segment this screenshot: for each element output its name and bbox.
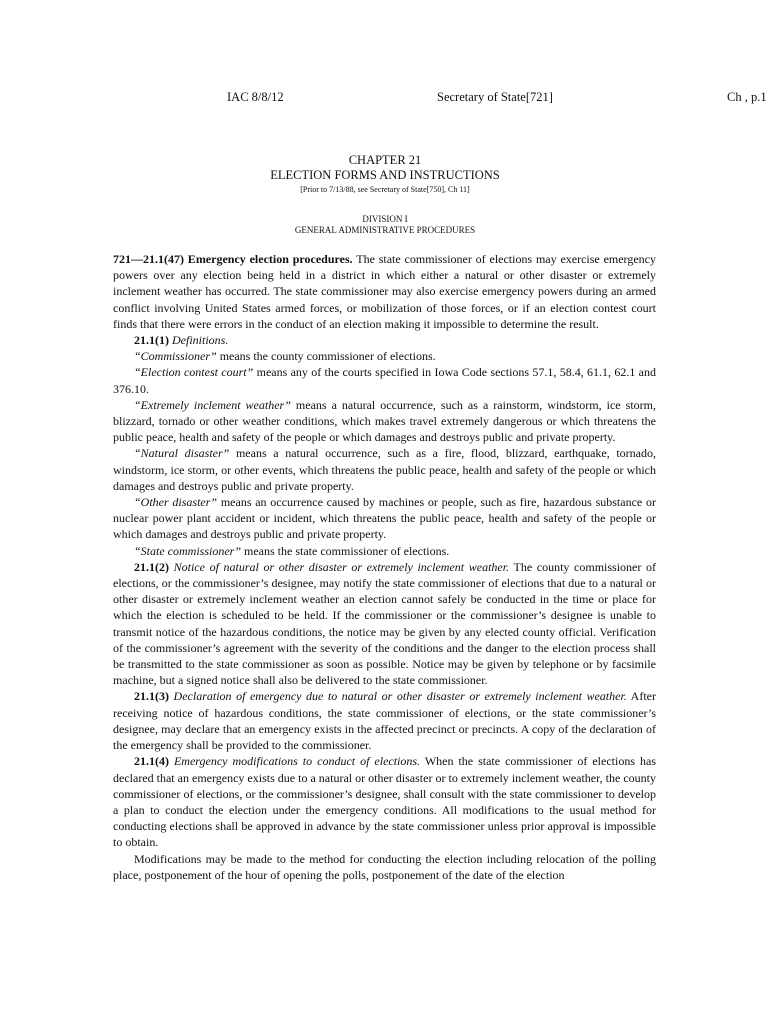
definition-natural-disaster bbox=[113, 445, 656, 494]
subrule-4-number: 21.1(4) bbox=[134, 754, 169, 769]
division-label: DIVISION I bbox=[362, 214, 408, 224]
subrule-2-title: Notice of natural or other disaster or extremely inclement weather. bbox=[169, 559, 510, 574]
subrule-1-number: 21.1(1) bbox=[134, 333, 169, 348]
modifications-paragraph: Modifications may be made to the method for conducting the election including relocation of the polling place, postponement of the hour of opening the polls, postponement of the date of the election bbox=[113, 851, 656, 882]
subrule-3-text: After receiving notice of hazardous conditions, the state commissioner of elections, or the state commissioner’s designee, may declare that an emergency exists in the affected precinct or precincts. A copy of the declaration of the emergency shall be provided to the commissioner. bbox=[113, 689, 656, 753]
prior-note: [Prior to 7/13/88, see Secretary of State[750], Ch 11] bbox=[300, 185, 470, 194]
definition-term: “Commissioner” bbox=[134, 349, 217, 364]
definition-text: means a natural occurrence, such as a fire, flood, blizzard, earthquake, tornado, windstorm, ice storm, or other events, which threatens the public peace, health and safety of the people or which damages and destroys public and private property. bbox=[113, 446, 656, 493]
chapter-title: ELECTION FORMS AND INSTRUCTIONS bbox=[270, 168, 500, 182]
subrule-2 bbox=[113, 559, 656, 689]
definition-text: means any of the courts specified in Iowa Code sections 57.1, 58.4, 61.1, 62.1 and 376.10. bbox=[113, 365, 656, 396]
definition-term: “Natural disaster” bbox=[134, 446, 230, 461]
definition-term: “State commissioner” bbox=[134, 543, 242, 558]
subrule-4-text: When the state commissioner of elections has declared that an emergency exists due to a natural or other disaster or to extremely inclement weather, the county commissioner of elections, or the commissioner’s designee, shall consult with the state commissioner to develop a plan to conduct the election under the emergency conditions. All modifications to the usual method for conducting elections shall be approved in advance by the state commissioner unless prior approval is impossible to obtain. bbox=[113, 754, 656, 850]
definition-commissioner bbox=[113, 348, 656, 364]
definition-text: means an occurrence caused by machines or people, such as fire, hazardous substance or nuclear power plant accident or incident, which threatens the public peace, health and safety of the people or which damages and destroys public and private property. bbox=[113, 495, 656, 542]
subrule-3-title: Declaration of emergency due to natural or other disaster or extremely inclement weather. bbox=[169, 689, 627, 704]
subrule-4-title: Emergency modifications to conduct of elections. bbox=[169, 754, 421, 769]
subrule-3 bbox=[113, 688, 656, 753]
definition-text: means a natural occurrence, such as a rainstorm, windstorm, ice storm, blizzard, tornado or other weather conditions, which makes travel extremely dangerous or which threatens the public peace, health and safety of the people or which damages and destroys public and private property. bbox=[113, 397, 656, 445]
division-title: GENERAL ADMINISTRATIVE PROCEDURES bbox=[294, 225, 476, 235]
header-center: Secretary of State[721] bbox=[437, 90, 553, 104]
chapter-number: CHAPTER 21 bbox=[348, 153, 422, 167]
rule-paragraph bbox=[113, 251, 656, 332]
definition-term: “Other disaster” bbox=[134, 495, 218, 510]
subrule-4 bbox=[113, 753, 656, 850]
rule-heading: 721—21.1(47) Emergency election procedures. bbox=[113, 252, 353, 266]
subrule-1-title: Definitions. bbox=[169, 333, 229, 348]
definition-extremely-inclement-weather bbox=[113, 397, 656, 446]
definition-other-disaster bbox=[113, 494, 656, 543]
subrule-3-number: 21.1(3) bbox=[134, 689, 169, 704]
rule-text: The state commissioner of elections may exercise emergency powers over any election being held in a district in which either a natural or other disaster or extremely inclement weather has occurred. The state commissioner may also exercise emergency powers during an armed conflict involving United States armed forces, or mobilization of those forces, or if an election contest court finds that there were errors in the conduct of an election making it impossible to determine the result. bbox=[113, 252, 656, 331]
definition-term: “Election contest court” bbox=[134, 365, 254, 380]
subrule-2-text: The county commissioner of elections, or the commissioner’s designee, may notify the state commissioner of elections that due to a natural or other disaster or extremely inclement weather an election cannot safely be conducted in the time or place for which the election is scheduled to be held. If the commissioner or the commissioner’s designee is unable to transmit notice of the hazardous conditions, the notice may be given by any elected county official. Verification of the commissioner’s agreement with the severity of the conditions and the danger to the election process shall be transmitted to the state commissioner as soon as possible. Notice may be given by telephone or by facsimile machine, but a signed notice shall also be delivered to the state commissioner. bbox=[113, 559, 656, 688]
header-left: IAC 8/8/12 bbox=[227, 90, 284, 104]
definition-state-commissioner bbox=[113, 543, 656, 559]
subrule-2-number: 21.1(2) bbox=[134, 559, 169, 574]
definition-election-contest-court bbox=[113, 364, 656, 396]
subrule-1-heading bbox=[113, 332, 656, 348]
document-body bbox=[113, 251, 656, 883]
definition-text: means the state commissioner of elections. bbox=[241, 543, 450, 558]
definition-term: “Extremely inclement weather” bbox=[134, 397, 291, 412]
header-right: Ch , p.1 bbox=[727, 90, 767, 104]
definition-text: means the county commissioner of elections. bbox=[216, 349, 436, 364]
